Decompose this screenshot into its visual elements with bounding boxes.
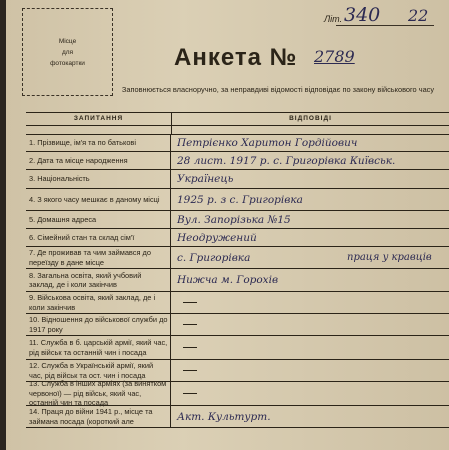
question-text: 11. Служба в б. царській армії, який час, рід військ та останній чин і посада bbox=[29, 338, 168, 357]
handwritten-answer: Неодружений bbox=[177, 231, 257, 244]
blank-dash bbox=[183, 347, 197, 348]
question-text: 5. Домашня адреса bbox=[29, 214, 97, 224]
question-text: 14. Праця до війни 1941 р., місце та займана посада (короткий але bbox=[29, 407, 153, 426]
question-text: 8. Загальна освіта, який учбовий заклад, де і коли закінчив bbox=[29, 270, 142, 289]
table-row bbox=[26, 170, 449, 189]
question-cell bbox=[26, 292, 171, 313]
blank-dash bbox=[183, 324, 197, 325]
table-header bbox=[26, 113, 449, 126]
question-text: 10. Відношення до військової служби до 1917 року bbox=[29, 315, 168, 334]
question-cell bbox=[26, 336, 171, 359]
table-row bbox=[26, 314, 449, 336]
question-text: 4. З якого часу мешкає в даному місці bbox=[29, 194, 160, 204]
handwritten-answer-extra: праця у кравців bbox=[347, 252, 432, 263]
question-cell bbox=[26, 211, 171, 228]
photo-label-2: для bbox=[61, 48, 74, 56]
question-text: 6. Сімейний стан та склад сім'ї bbox=[29, 232, 135, 242]
table-row bbox=[26, 406, 449, 428]
question-cell bbox=[26, 229, 171, 246]
question-cell bbox=[26, 135, 171, 151]
table-row bbox=[26, 247, 449, 269]
answer-cell bbox=[171, 211, 449, 228]
question-text: 9. Військова освіта, який заклад, де і коли закінчив bbox=[29, 293, 156, 312]
question-cell bbox=[26, 314, 171, 335]
answer-cell bbox=[171, 360, 449, 381]
table-row bbox=[26, 336, 449, 360]
answer-cell bbox=[171, 314, 449, 335]
question-column-header: ЗАПИТАННЯ bbox=[26, 113, 172, 125]
photo-placeholder bbox=[22, 8, 113, 96]
answer-cell bbox=[171, 336, 449, 359]
answer-cell bbox=[171, 292, 449, 313]
question-cell bbox=[26, 247, 171, 268]
blank-dash bbox=[183, 370, 197, 371]
answer-cell bbox=[171, 170, 449, 188]
table-row bbox=[26, 152, 449, 170]
answer-cell bbox=[171, 229, 449, 246]
table-row bbox=[26, 269, 449, 292]
question-text: 13. Служба в інших арміях (за винятком червоної) — рід військ, який час, останній чин та посада bbox=[29, 379, 167, 408]
question-cell bbox=[26, 406, 171, 427]
handwritten-answer: 28 лист. 1917 р. с. Григорівка Київськ. bbox=[177, 154, 396, 167]
table-body bbox=[26, 135, 449, 428]
table-row bbox=[26, 135, 449, 152]
handwritten-answer: Українець bbox=[177, 173, 234, 185]
photo-label-3: фотокартки bbox=[50, 59, 85, 67]
question-cell bbox=[26, 152, 171, 169]
anketa-number: 2789 bbox=[314, 47, 355, 66]
answer-cell bbox=[171, 152, 449, 169]
table-row bbox=[26, 189, 449, 211]
question-text: 3. Національність bbox=[29, 174, 90, 184]
question-text: 7. Де проживав та чим займався до переїзду в дане місце bbox=[29, 248, 151, 267]
answer-cell bbox=[171, 269, 449, 291]
answer-cell bbox=[171, 189, 449, 210]
question-cell bbox=[26, 360, 171, 381]
table-row bbox=[26, 379, 449, 408]
blank-dash bbox=[183, 393, 197, 394]
blank-dash bbox=[183, 302, 197, 303]
handwritten-answer: Вул. Запорізька №15 bbox=[177, 213, 291, 226]
questionnaire-table bbox=[26, 112, 449, 428]
lit-label: Літ. bbox=[324, 14, 343, 24]
answer-cell bbox=[171, 382, 449, 405]
question-cell bbox=[26, 379, 171, 408]
question-cell bbox=[26, 189, 171, 210]
form-title: Анкета № bbox=[174, 44, 298, 71]
answer-column-header: ВІДПОВІДІ bbox=[289, 115, 332, 122]
handwritten-answer: Нижча м. Горохів bbox=[177, 274, 279, 286]
form-subtitle: Заповнюється власноручно, за неправдиві відомості відповідає по закону військового часу bbox=[121, 85, 435, 94]
answer-cell bbox=[171, 406, 449, 427]
table-row bbox=[26, 211, 449, 229]
question-text: 12. Служба в Українській армії, який час, рід військ та ост. чин і посада bbox=[29, 361, 154, 380]
handwritten-answer: Акт. Культурт. bbox=[177, 410, 271, 423]
table-row bbox=[26, 292, 449, 314]
questionnaire-sheet bbox=[6, 0, 449, 450]
lit-number: 340 bbox=[344, 4, 381, 26]
answer-cell bbox=[171, 247, 449, 268]
handwritten-answer: 1925 р. з с. Григорівка bbox=[177, 193, 303, 206]
question-cell bbox=[26, 170, 171, 188]
table-spacer bbox=[26, 126, 449, 135]
handwritten-answer: с. Григорівка bbox=[177, 251, 251, 264]
question-cell bbox=[26, 269, 171, 291]
table-row bbox=[26, 229, 449, 247]
answer-cell bbox=[171, 135, 449, 151]
photo-label-1: Місце bbox=[58, 37, 77, 45]
page-number: 22 bbox=[408, 6, 429, 25]
question-text: 2. Дата та місце народження bbox=[29, 155, 128, 165]
question-text: 1. Прізвище, ім'я та по батькові bbox=[29, 138, 137, 148]
handwritten-answer: Петрієнко Харитон Гордійович bbox=[177, 137, 358, 149]
